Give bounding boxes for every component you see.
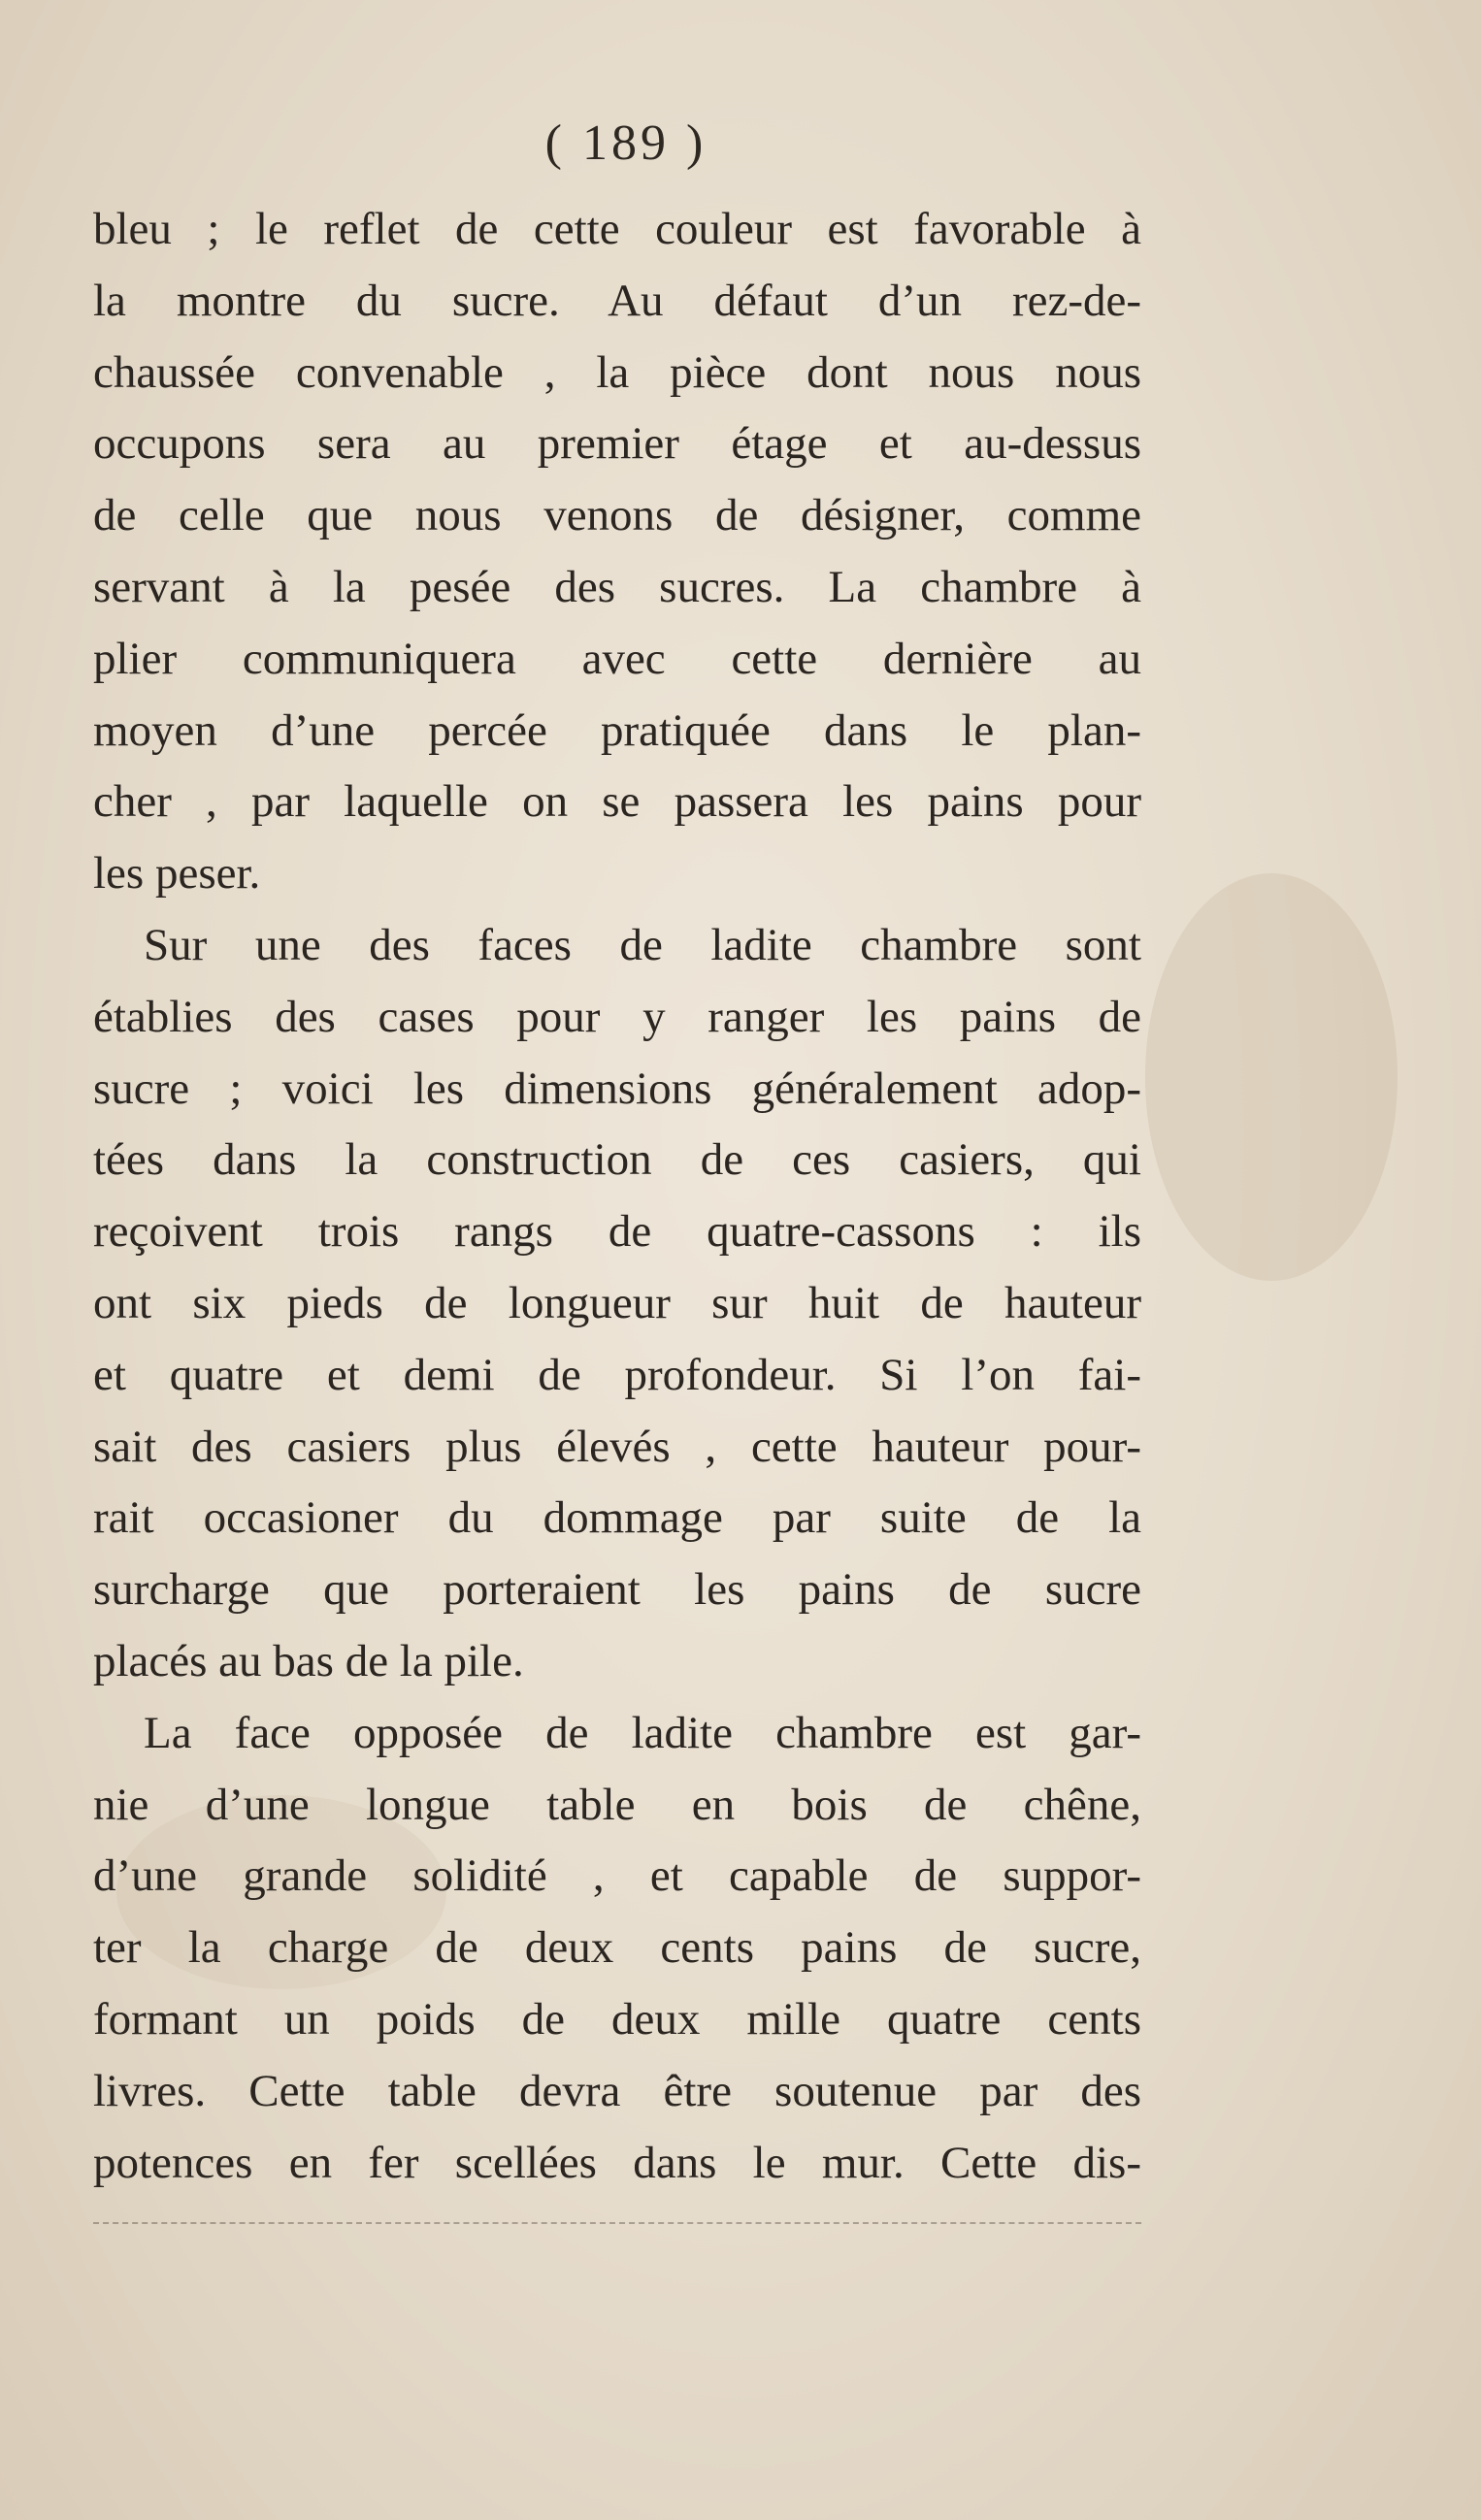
text-line: ter la charge de deux cents pains de sucre, [93, 1922, 1141, 1974]
paragraph-1 [93, 194, 1141, 910]
text-line: plier communiquera avec cette dernière au [93, 633, 1141, 684]
text-line: établies des cases pour y ranger les pains de [93, 991, 1141, 1042]
text-line: cher , par laquelle on se passera les pains pour [93, 776, 1141, 828]
bottom-rule [93, 2222, 1141, 2224]
text-line: d’une grande solidité , et capable de suppor- [93, 1850, 1141, 1902]
text-line: formant un poids de deux mille quatre cents [93, 1993, 1141, 2045]
text-line: sucre ; voici les dimensions généralement adop- [93, 1063, 1141, 1114]
text-line: sait des casiers plus élevés , cette hauteur pour- [93, 1421, 1141, 1472]
page-number: ( 189 ) [544, 115, 708, 171]
text-line: livres. Cette table devra être soutenue par des [93, 2065, 1141, 2116]
body-text [93, 194, 1141, 2199]
text-line: la montre du sucre. Au défaut d’un rez-de- [93, 275, 1141, 326]
text-line: et quatre et demi de profondeur. Si l’on fai- [93, 1349, 1141, 1400]
text-line: servant à la pesée des sucres. La chambre à [93, 561, 1141, 612]
text-line: tées dans la construction de ces casiers, qui [93, 1134, 1141, 1186]
text-line: rait occasioner du dommage par suite de la [93, 1492, 1141, 1544]
text-line: placés au bas de la pile. [93, 1635, 524, 1686]
text-line: de celle que nous venons de désigner, comme [93, 490, 1141, 541]
text-line: surcharge que porteraient les pains de sucre [93, 1564, 1141, 1616]
text-line: potences en fer scellées dans le mur. Cette dis- [93, 2137, 1141, 2188]
text-line: bleu ; le reflet de cette couleur est favorable à [93, 204, 1141, 254]
paragraph-3 [93, 1698, 1141, 2200]
text-line: La face opposée de ladite chambre est gar- [144, 1707, 1141, 1758]
text-line: les peser. [93, 848, 261, 900]
text-line: ont six pieds de longueur sur huit de hauteur [93, 1277, 1141, 1328]
text-line: nie d’une longue table en bois de chêne, [93, 1779, 1141, 1830]
text-line: moyen d’une percée pratiquée dans le plan- [93, 704, 1141, 756]
text-line: occupons sera au premier étage et au-dessus [93, 418, 1141, 470]
paper-stain [1145, 873, 1398, 1281]
text-line: chaussée convenable , la pièce dont nous nous [93, 346, 1141, 398]
text-line: Sur une des faces de ladite chambre sont [144, 919, 1141, 970]
paragraph-2 [93, 910, 1141, 1698]
text-line: reçoivent trois rangs de quatre-cassons : ils [93, 1206, 1141, 1258]
